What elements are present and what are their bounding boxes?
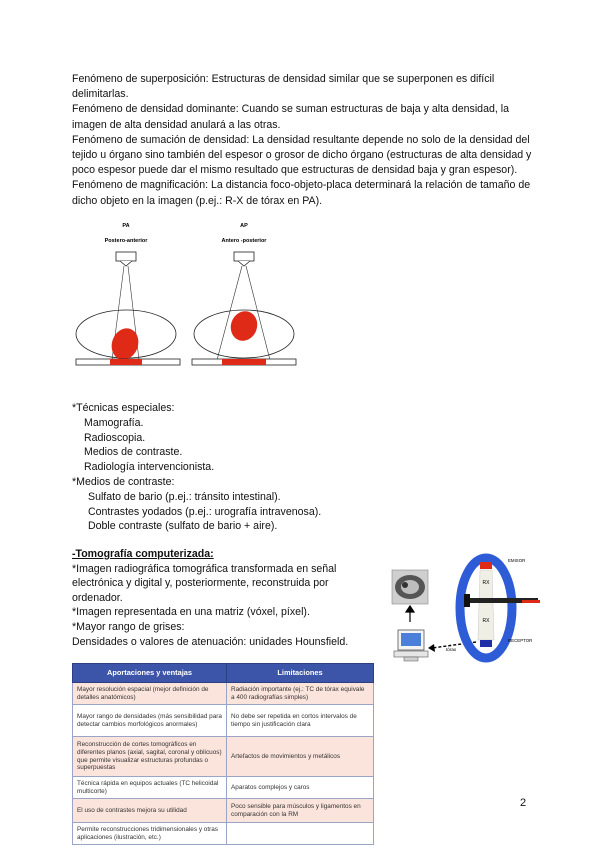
ct-line: *Imagen radiográfica tomográfica transformada en señal electrónica y digital y, posteriormente, reconstruida por ordenador. xyxy=(72,562,337,604)
techniques-list xyxy=(72,401,321,534)
ap-shadow xyxy=(222,359,266,365)
rx-label: RX xyxy=(482,580,490,586)
table-cell: Permite reconstrucciones tridimensionales y otras aplicaciones (ilustración, etc.) xyxy=(73,823,227,845)
header-limitations: Limitaciones xyxy=(227,664,374,683)
pa-shadow xyxy=(110,359,142,365)
emisor-label: EMISOR xyxy=(508,558,526,563)
intro-text xyxy=(72,72,532,209)
pa-label: PA xyxy=(122,223,130,229)
ct-line: *Mayor rango de grises: xyxy=(72,620,185,633)
paragraph-sumacion: Fenómeno de sumación de densidad: La densidad resultante depende no solo de la densidad del tejido u órgano sino también del espesor o grosor de dicho órgano (estructuras de alta densidad y poco espesor puede dar el mismo resultado que estructuras de densidad baja y gran espesor). xyxy=(72,133,532,177)
table-cell: Radiación importante (ej.: TC de tórax equivale a 400 radiografías simples) xyxy=(227,683,374,705)
table-cell: No debe ser repetida en cortos intervalos de tiempo sin justificación clara xyxy=(227,705,374,737)
contrast-header: *Medios de contraste: xyxy=(72,475,175,488)
pa-source-icon xyxy=(116,252,136,266)
table-cell: Poco sensible para músculos y ligamentos en comparación con la RM xyxy=(227,799,374,823)
ap-organ xyxy=(227,307,262,344)
table-row xyxy=(73,777,374,799)
ct-section xyxy=(72,547,382,649)
table-cell: El uso de contrastes mejora su utilidad xyxy=(73,799,227,823)
table-row xyxy=(73,683,374,705)
arrow-up-icon xyxy=(406,606,414,622)
ap-sublabel: Antero -posterior xyxy=(221,238,267,244)
technique-item: Radioscopia. xyxy=(84,431,146,444)
ct-line: *Imagen representada en una matriz (vóxel, píxel). xyxy=(72,606,310,619)
page-number: 2 xyxy=(520,797,527,809)
table-cell xyxy=(227,823,374,845)
paragraph-densidad-dominante: Fenómeno de densidad dominante: Cuando se suman estructuras de baja y alta densidad, la imagen de alta densidad anulará a las otras. xyxy=(72,103,509,131)
table-cell: Aparatos complejos y caros xyxy=(227,777,374,799)
technique-item: Medios de contraste. xyxy=(84,446,183,459)
table-cell: Reconstrucción de cortes tomográficos en diferentes planos (axial, sagital, coronal y oblicuos) que permite visualizar estructuras profundas o superpuestas xyxy=(73,737,227,777)
ct-advantages-table xyxy=(72,663,374,845)
table-row xyxy=(73,737,374,777)
technique-item: Mamografía. xyxy=(84,416,144,429)
rx-label-2: RX xyxy=(482,618,490,624)
receptor-label: RECEPTOR xyxy=(508,638,533,643)
table-cell: Técnica rápida en equipos actuales (TC helicoidal multicorte) xyxy=(73,777,227,799)
table-row xyxy=(73,705,374,737)
torax-label: tórax xyxy=(446,647,457,652)
magnification-diagram xyxy=(72,218,322,370)
paragraph-magnificacion: Fenómeno de magnificación: La distancia foco-objeto-placa determinará la relación de tamaño de dicho objeto en la imagen (p.ej.: R-X de tórax en PA). xyxy=(72,179,531,207)
receptor-block xyxy=(480,640,492,647)
table-cell: Mayor rango de densidades (más sensibilidad para detectar cambios morfológicos anormales) xyxy=(73,705,227,737)
table-cell: Mayor resolución espacial (mejor definición de detalles anatómicos) xyxy=(73,683,227,705)
pa-sublabel: Postero-anterior xyxy=(104,238,148,244)
technique-item: Radiología intervencionista. xyxy=(84,461,215,474)
contrast-item: Contrastes yodados (p.ej.: urografía intravenosa). xyxy=(88,505,322,518)
ap-label: AP xyxy=(240,223,248,229)
techniques-header: *Técnicas especiales: xyxy=(72,402,175,414)
table-row xyxy=(73,799,374,823)
contrast-item: Doble contraste (sulfato de bario + aire). xyxy=(88,520,278,533)
patient-table-icon xyxy=(464,594,540,607)
header-advantages: Aportaciones y ventajas xyxy=(73,664,227,683)
ct-scanner-diagram xyxy=(388,550,548,672)
ap-source-icon xyxy=(234,252,254,266)
emisor-block xyxy=(480,562,492,569)
table-header-row xyxy=(73,664,374,683)
computer-icon xyxy=(394,630,428,661)
ct-title: -Tomografía computerizada: xyxy=(72,548,214,560)
paragraph-superposicion: Fenómeno de superposición: Estructuras de densidad similar que se superponen es difícil delimitarlas. xyxy=(72,73,495,101)
table-row xyxy=(73,823,374,845)
table-cell: Artefactos de movimientos y metálicos xyxy=(227,737,374,777)
contrast-item: Sulfato de bario (p.ej.: tránsito intestinal). xyxy=(88,490,281,503)
ct-line: Densidades o valores de atenuación: unidades Hounsfield. xyxy=(72,635,349,648)
